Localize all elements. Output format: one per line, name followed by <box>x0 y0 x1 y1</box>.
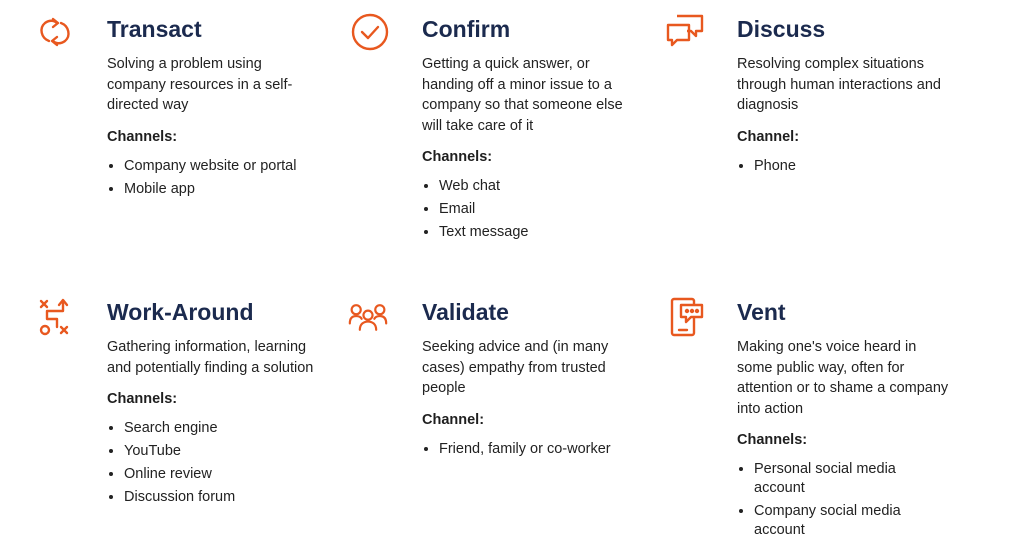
list-item: • Email <box>439 200 614 219</box>
mobile-message-icon <box>667 297 707 337</box>
channels-label: Channel: <box>422 411 485 428</box>
list-item: • Discussion forum <box>124 488 299 507</box>
check-circle-icon <box>350 12 390 52</box>
list-item: • Search engine <box>124 419 299 438</box>
people-group-icon <box>348 297 388 337</box>
list-item: • Mobile app <box>124 180 299 199</box>
card-title: Transact <box>107 16 202 42</box>
list-item: • Friend, family or co-worker <box>439 440 614 459</box>
card-title: Validate <box>422 299 509 325</box>
list-item: • Text message <box>439 223 614 242</box>
card-description: Making one's voice heard in some public way, often for attention or to shame a company into action <box>737 339 949 417</box>
list-item: • Company website or portal <box>124 157 299 176</box>
card-title: Vent <box>737 299 786 325</box>
card-title: Confirm <box>422 16 511 42</box>
card-discuss <box>737 0 1024 180</box>
list-item: • Web chat <box>439 177 614 196</box>
list-item: • Personal social media account <box>754 460 914 498</box>
chat-bubbles-icon <box>665 12 705 52</box>
list-item: • YouTube <box>124 442 299 461</box>
channel-list <box>107 157 397 199</box>
card-vent <box>737 283 1024 544</box>
card-description: Gathering information, learning and potentially finding a solution <box>107 339 314 376</box>
card-description: Getting a quick answer, or handing off a minor issue to a company so that someone else will take care of it <box>422 56 623 134</box>
channel-list <box>107 419 397 507</box>
list-item: • Company social media account <box>754 502 914 540</box>
channels-label: Channels: <box>107 391 178 407</box>
transfer-arrows-icon <box>35 12 75 52</box>
card-description: Resolving complex situations through human interactions and diagnosis <box>737 56 941 113</box>
channel-list <box>737 460 1024 540</box>
channels-label: Channels: <box>107 128 178 145</box>
strategy-path-icon <box>37 297 77 337</box>
channel-list <box>422 177 712 242</box>
card-description: Solving a problem using company resources in a self-directed way <box>107 56 293 113</box>
channels-label: Channels: <box>422 149 493 165</box>
list-item: • Phone <box>754 157 929 176</box>
list-item: • Online review <box>124 465 299 484</box>
channel-list <box>737 157 1024 176</box>
card-description: Seeking advice and (in many cases) empathy from trusted people <box>422 339 609 396</box>
card-title: Work-Around <box>107 299 254 325</box>
channel-list <box>422 440 712 459</box>
channels-label: Channels: <box>737 432 808 448</box>
channels-label: Channel: <box>737 128 800 145</box>
card-title: Discuss <box>737 16 826 42</box>
